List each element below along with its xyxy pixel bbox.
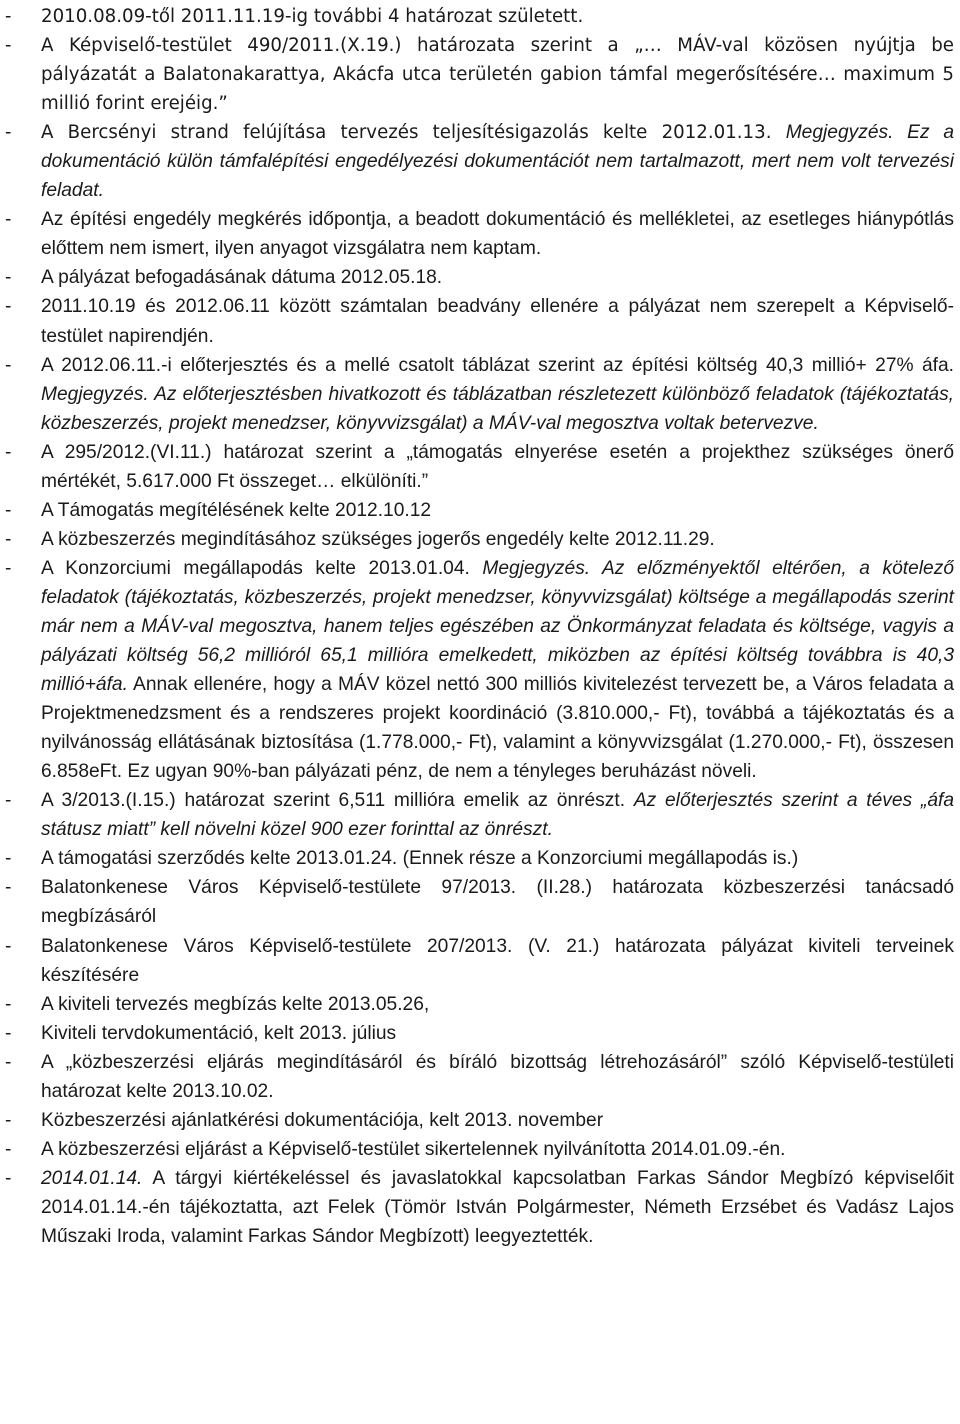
list-item [5,1106,954,1135]
item-text: Balatonkenese Város Képviselő-testülete 207/2013. (V. 21.) határozata pályázat kiviteli terveinek készítésére [41,935,954,986]
list-item [5,525,954,554]
list-item [5,554,954,786]
item-text: A pályázat befogadásának dátuma 2012.05.18. [41,267,443,289]
item-text: Kiviteli tervdokumentáció, kelt 2013. július [41,1022,397,1044]
item-text: 2010.08.09-től 2011.11.19-ig további 4 határozat született. [41,6,584,27]
list-item [5,31,954,118]
item-text: A közbeszerzési eljárást a Képviselő-testület sikertelennek nyilvánította 2014.01.09.-én. [41,1138,786,1160]
item-text: A közbeszerzés megindításához szükséges jogerős engedély kelte 2012.11.29. [41,528,715,550]
item-text: A Támogatás megítélésének kelte 2012.10.12 [41,499,432,521]
item-text: A Képviselő-testület 490/2011.(X.19.) határozata szerint a „… MÁV-val közösen nyújtja be pályázatát a Balatonakarattya, Akácfa utca területén gabion támfal megerősítésére… maximum 5 millió forint erejéig.” [41,35,954,115]
item-text: A 2012.06.11.-i előterjesztés és a mellé csatolt táblázat szerint az építési költség 40,3 millió+ 27% áfa. [41,354,954,376]
note-text: Megjegyzés. Az előterjesztésben hivatkozott és táblázatban részletezett különböző feladatok (tájékoztatás, közbeszerzés, projekt menedzser, könyvvizsgálat) a MÁV-val megosztva voltak betervezve. [41,383,954,434]
chronology-list [5,2,954,1251]
list-item [5,118,954,205]
note-text: Megjegyzés. Ez a dokumentáció külön támfalépítési engedélyezési dokumentációt nem tartalmazott, mert nem volt tervezési feladat. [41,122,954,202]
list-item [5,205,954,263]
list-item [5,1019,954,1048]
item-text: Az építési engedély megkérés időpontja, a beadott dokumentáció és mellékletei, az esetleges hiánypótlás előttem nem ismert, ilyen anyagot vizsgálatra nem kaptam. [41,209,954,260]
item-text: A tárgyi kiértékeléssel és javaslatokkal kapcsolatban Farkas Sándor Megbízó képviselőit 2014.01.14.-én tájékoztatta, azt Felek (Tömör István Polgármester, Németh Erzsébet és Vadász Lajos Műszaki Iroda, valamint Farkas Sándor Megbízott) leegyeztették. [41,1167,954,1247]
item-text-continued: Annak ellenére, hogy a MÁV közel nettó 300 milliós kivitelezést tervezett be, a Város feladata a Projektmenedzsment és a rendszeres projekt koordináció (3.810.000,- Ft), továbbá a tájékoztatás és a nyilvánosság ellátásának biztosítása (1.778.000,- Ft), valamint a könyvvizsgálat (1.270.000,- Ft), összesen 6.858eFt. Ez ugyan 90%-ban pályázati pénz, de nem a tényleges beruházást növeli. [41,674,954,783]
list-item [5,2,954,31]
item-text: A 3/2013.(I.15.) határozat szerint 6,511 millióra emelik az önrészt. [41,790,634,812]
item-text: A Konzorciumi megállapodás kelte 2013.01.04. [41,557,483,579]
item-text: A Bercsényi strand felújítása tervezés teljesítésigazolás kelte 2012.01.13. [41,122,786,144]
list-item [5,786,954,844]
list-item [5,263,954,292]
list-item [5,292,954,350]
item-text: Közbeszerzési ajánlatkérési dokumentációja, kelt 2013. november [41,1109,604,1131]
item-date: 2014.01.14. [41,1167,143,1189]
list-item [5,844,954,873]
list-item [5,496,954,525]
item-text: A kiviteli tervezés megbízás kelte 2013.05.26, [41,993,430,1015]
item-text: A „közbeszerzési eljárás megindításáról és bíráló bizottság létrehozásáról” szóló Képviselő-testületi határozat kelte 2013.10.02. [41,1051,954,1102]
list-item [5,1164,954,1251]
item-text: 2011.10.19 és 2012.06.11 között számtalan beadvány ellenére a pályázat nem szerepelt a Képviselő-testület napirendjén. [41,296,954,347]
list-item [5,351,954,438]
list-item [5,1048,954,1106]
list-item [5,873,954,931]
item-text: A támogatási szerződés kelte 2013.01.24. (Ennek része a Konzorciumi megállapodás is.) [41,848,799,870]
note-text: Az előterjesztés szerint a téves „áfa státusz miatt” kell növelni közel 900 ezer forinttal az önrészt. [41,790,954,841]
item-text: Balatonkenese Város Képviselő-testülete 97/2013. (II.28.) határozata közbeszerzési tanácsadó megbízásáról [41,877,954,928]
list-item [5,932,954,990]
item-text: A 295/2012.(VI.11.) határozat szerint a „támogatás elnyerése esetén a projekthez szükséges önerő mértékét, 5.617.000 Ft összeget… elkülöníti.” [41,441,954,492]
list-item [5,990,954,1019]
note-text: Megjegyzés. Az előzményektől eltérően, a kötelező feladatok (tájékoztatás, közbeszerzés, projekt menedzser, könyvvizsgálat) költsége a megállapodás szerint már nem a MÁV-val megosztva, hanem teljes egészében az Önkormányzat feladata és költsége, vagyis a pályázati költség 56,2 millióról 65,1 millióra emelkedett, miközben az építési költség továbbra is 40,3 millió+áfa. [41,557,954,696]
list-item [5,1135,954,1164]
list-item [5,438,954,496]
